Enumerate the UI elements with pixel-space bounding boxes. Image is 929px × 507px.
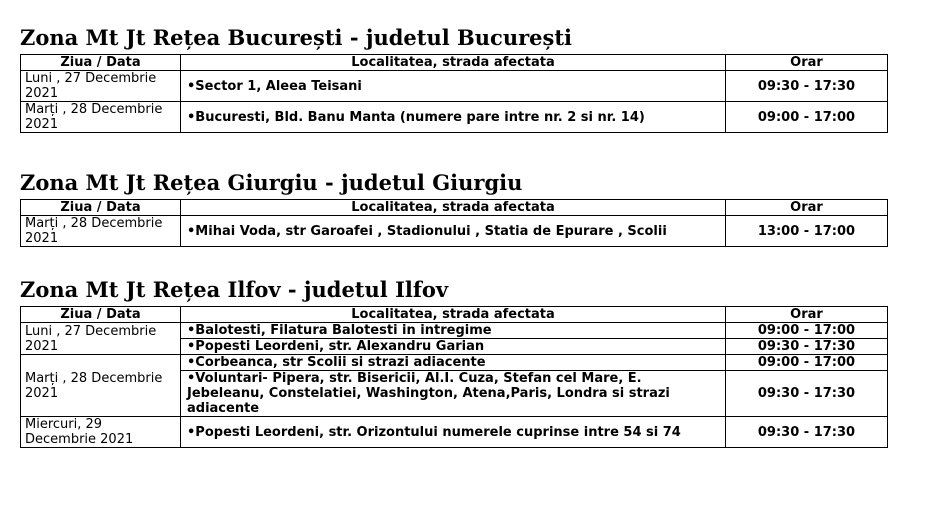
row-location: •Bucuresti, Bld. Banu Manta (numere pare intre nr. 2 si nr. 14) (181, 102, 726, 133)
header-time: Orar (726, 307, 888, 323)
row-date: Marți , 28 Decembrie 2021 (21, 355, 181, 417)
row-time: 09:30 - 17:30 (726, 71, 888, 102)
row-date: Luni , 27 Decembrie 2021 (21, 323, 181, 355)
row-location: •Corbeanca, str Scolii si strazi adiacente (181, 355, 726, 371)
section-ilfov (20, 278, 887, 448)
row-time: 09:30 - 17:30 (726, 417, 888, 448)
row-location: •Sector 1, Aleea Teisani (181, 71, 726, 102)
table-header-row (21, 55, 888, 71)
header-time: Orar (726, 55, 888, 71)
row-date: Marți , 28 Decembrie 2021 (21, 216, 181, 247)
table-header-row (21, 307, 888, 323)
row-time: 09:00 - 17:00 (726, 323, 888, 339)
row-location: •Popesti Leordeni, str. Alexandru Garian (181, 339, 726, 355)
table-row (21, 417, 888, 448)
row-time: 09:30 - 17:30 (726, 371, 888, 417)
section-giurgiu (20, 171, 887, 247)
row-time: 09:00 - 17:00 (726, 102, 888, 133)
header-location: Localitatea, strada afectata (181, 307, 726, 323)
section-title: Zona Mt Jt Rețea Ilfov - judetul Ilfov (20, 277, 449, 302)
table-row (21, 102, 888, 133)
table-row (21, 323, 888, 339)
header-date: Ziua / Data (21, 307, 181, 323)
row-time: 09:30 - 17:30 (726, 339, 888, 355)
header-time: Orar (726, 200, 888, 216)
row-date: Marți , 28 Decembrie 2021 (21, 102, 181, 133)
table-row (21, 355, 888, 371)
header-date: Ziua / Data (21, 200, 181, 216)
row-location: •Voluntari- Pipera, str. Bisericii, Al.I. Cuza, Stefan cel Mare, E. Jebeleanu, Constelatiei, Washington, Atena,Paris, Londra si strazi adiacente (181, 371, 726, 417)
section-title: Zona Mt Jt Rețea București - judetul București (20, 25, 573, 50)
row-location: •Balotesti, Filatura Balotesti in intregime (181, 323, 726, 339)
row-time: 09:00 - 17:00 (726, 355, 888, 371)
table-row (21, 216, 888, 247)
row-time: 13:00 - 17:00 (726, 216, 888, 247)
outage-table (20, 306, 888, 448)
outage-table (20, 199, 888, 247)
section-title: Zona Mt Jt Rețea Giurgiu - judetul Giurgiu (20, 170, 523, 195)
header-location: Localitatea, strada afectata (181, 55, 726, 71)
header-date: Ziua / Data (21, 55, 181, 71)
row-date: Luni , 27 Decembrie 2021 (21, 71, 181, 102)
outage-table (20, 54, 888, 133)
header-location: Localitatea, strada afectata (181, 200, 726, 216)
table-row (21, 71, 888, 102)
row-date: Miercuri, 29 Decembrie 2021 (21, 417, 181, 448)
row-location: •Mihai Voda, str Garoafei , Stadionului , Statia de Epurare , Scolii (181, 216, 726, 247)
row-location: •Popesti Leordeni, str. Orizontului numerele cuprinse intre 54 si 74 (181, 417, 726, 448)
table-header-row (21, 200, 888, 216)
section-bucuresti (20, 26, 887, 133)
